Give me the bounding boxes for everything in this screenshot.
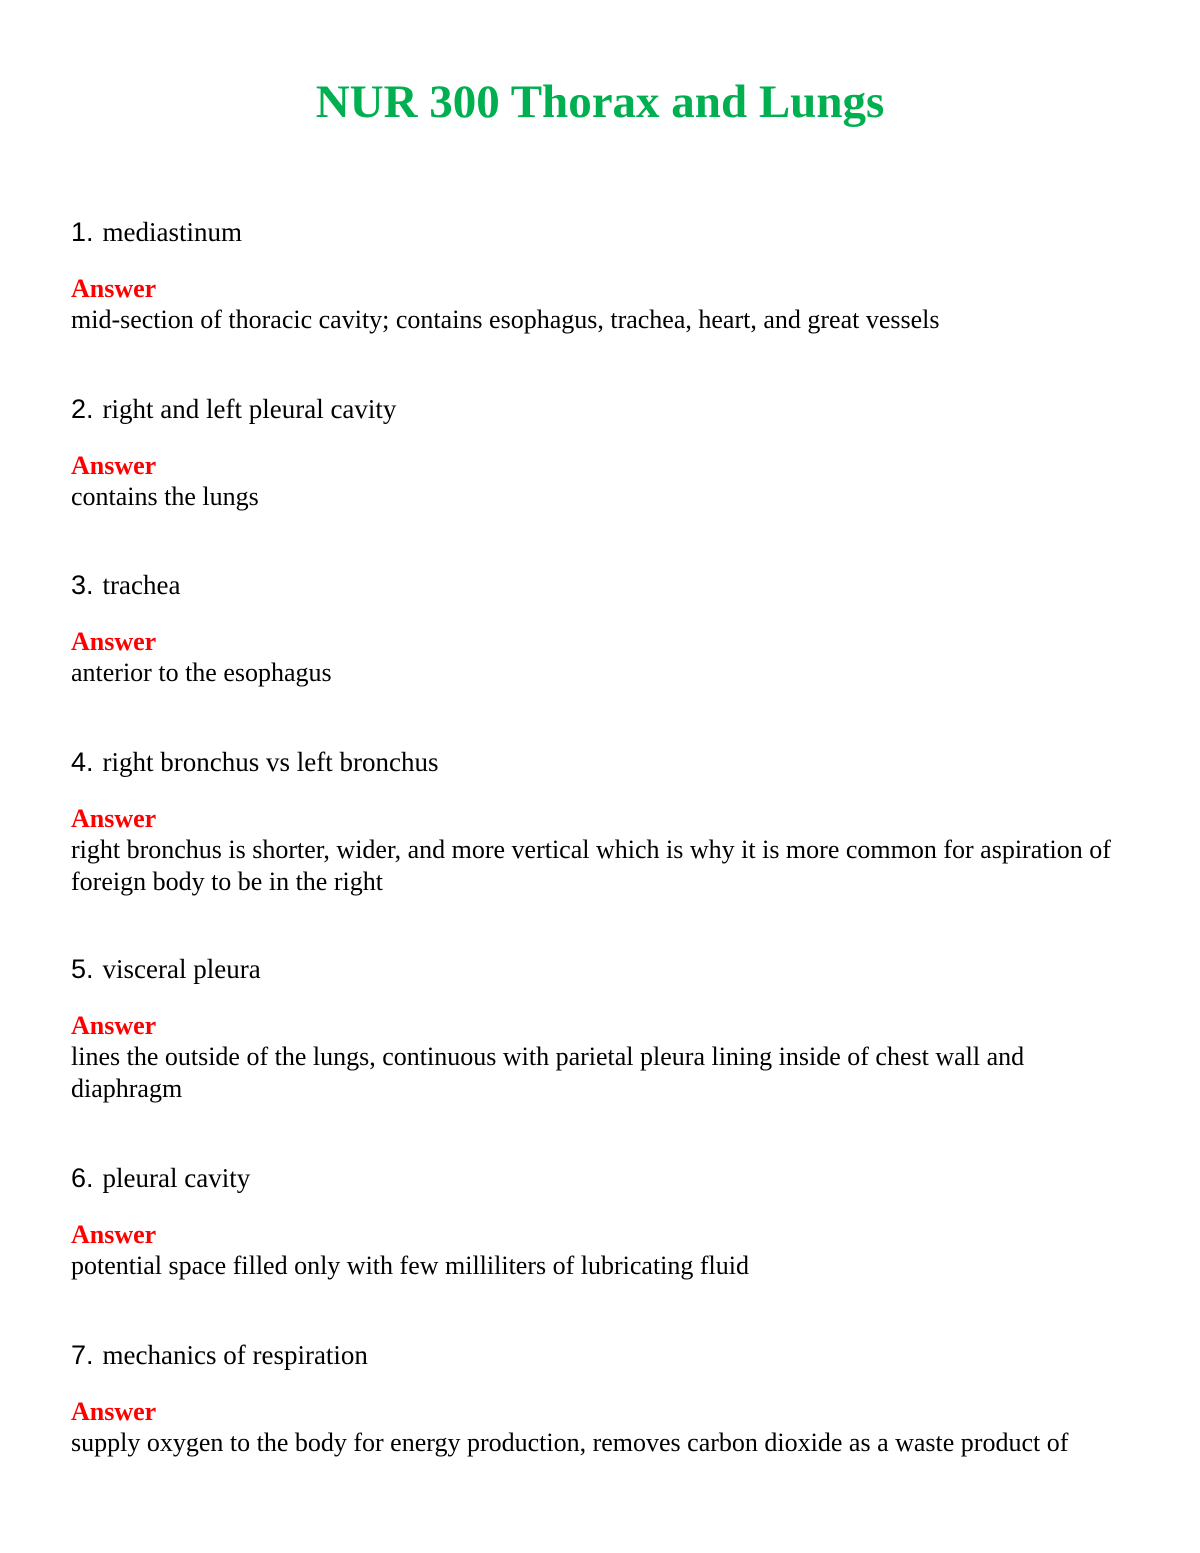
question-number: 4. xyxy=(71,747,94,777)
question-row xyxy=(71,1158,1141,1198)
page-title: NUR 300 Thorax and Lungs xyxy=(315,76,885,128)
question-row xyxy=(71,565,1141,605)
question-row xyxy=(71,389,1141,429)
question-row xyxy=(71,742,1141,782)
qa-item-7 xyxy=(71,1335,1141,1459)
qa-item-4 xyxy=(71,742,1141,898)
question-text: mediastinum xyxy=(102,217,243,247)
question-row xyxy=(71,949,1141,989)
question-number: 5. xyxy=(71,954,94,984)
answer-label: Answer xyxy=(71,627,157,656)
answer-label: Answer xyxy=(71,1011,157,1040)
answer-label: Answer xyxy=(71,274,157,303)
answer-text: contains the lungs xyxy=(71,482,259,511)
question-number: 2. xyxy=(71,394,94,424)
question-text: trachea xyxy=(102,570,181,600)
qa-item-2 xyxy=(71,389,1141,513)
question-text: mechanics of respiration xyxy=(102,1340,368,1370)
question-row xyxy=(71,212,1141,252)
answer-text: supply oxygen to the body for energy production, removes carbon dioxide as a waste product of xyxy=(71,1428,1069,1457)
answer-label: Answer xyxy=(71,1220,157,1249)
question-row xyxy=(71,1335,1141,1375)
question-text: pleural cavity xyxy=(102,1163,251,1193)
question-number: 3. xyxy=(71,570,94,600)
question-number: 7. xyxy=(71,1340,94,1370)
answer-label: Answer xyxy=(71,804,157,833)
question-text: right bronchus vs left bronchus xyxy=(102,747,439,777)
question-number: 1. xyxy=(71,217,94,247)
qa-item-1 xyxy=(71,212,1141,336)
qa-item-3 xyxy=(71,565,1141,689)
answer-label: Answer xyxy=(71,451,157,480)
answer-text: potential space filled only with few milliliters of lubricating fluid xyxy=(71,1251,750,1280)
answer-label: Answer xyxy=(71,1397,157,1426)
answer-text: right bronchus is shorter, wider, and more vertical which is why it is more common for aspiration of foreign body to be in the right xyxy=(71,835,1111,896)
qa-item-5 xyxy=(71,949,1141,1105)
question-text: right and left pleural cavity xyxy=(102,394,397,424)
qa-item-6 xyxy=(71,1158,1141,1282)
answer-text: anterior to the esophagus xyxy=(71,658,332,687)
question-text: visceral pleura xyxy=(102,954,261,984)
answer-text: lines the outside of the lungs, continuous with parietal pleura lining inside of chest wall and diaphragm xyxy=(71,1042,1025,1103)
question-number: 6. xyxy=(71,1163,94,1193)
answer-text: mid-section of thoracic cavity; contains esophagus, trachea, heart, and great vessels xyxy=(71,305,940,334)
